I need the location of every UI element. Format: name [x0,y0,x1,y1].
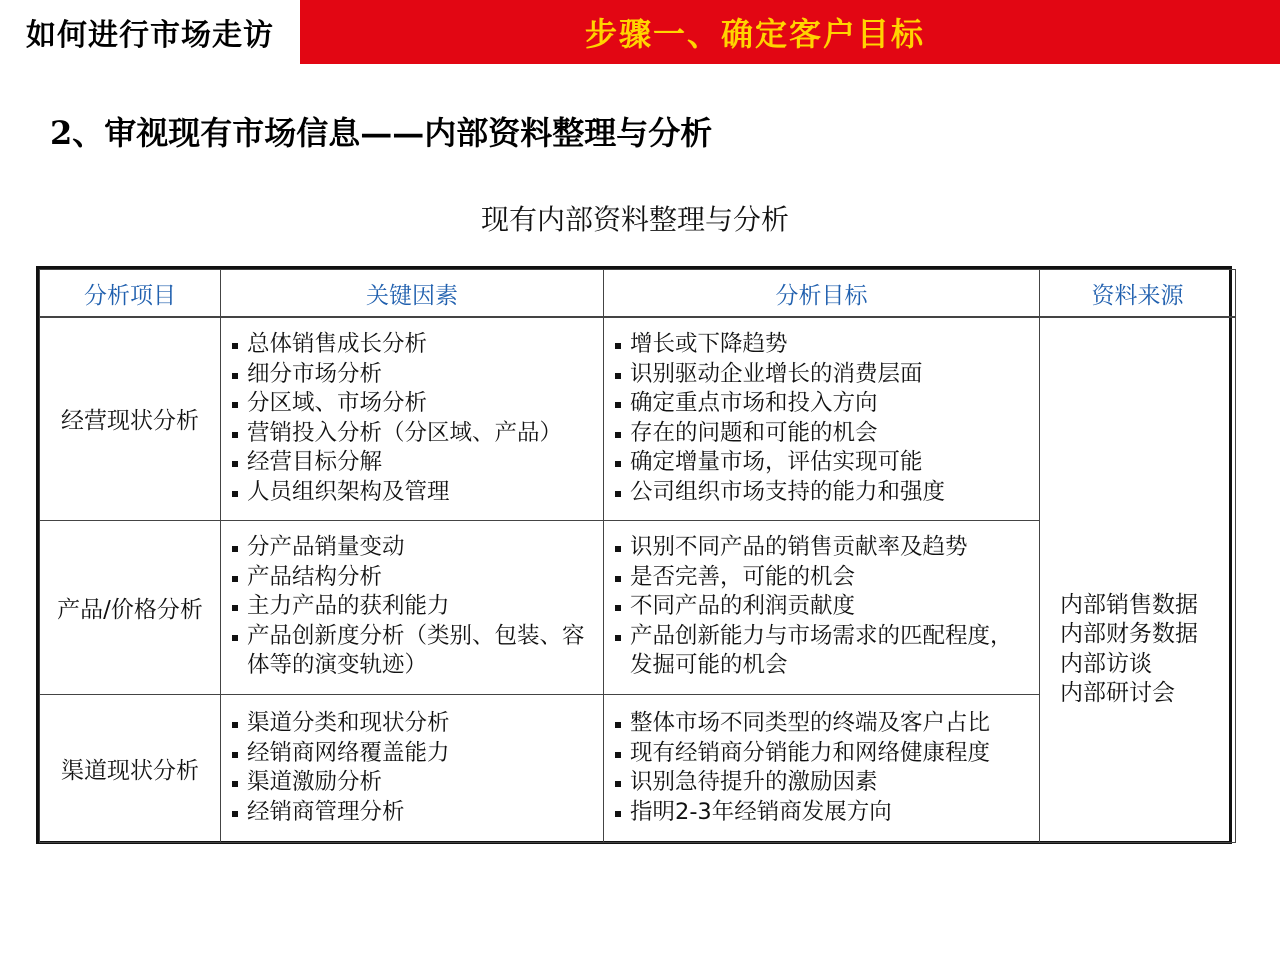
sources-cell [1040,317,1236,842]
source-item: 内部研讨会 [1060,680,1175,707]
goal-item: 现有经销商分销能力和网络健康程度 [614,739,1031,769]
factor-item: 渠道激励分析 [231,768,595,798]
factor-item: 产品结构分析 [231,563,595,593]
analysis-table [36,266,1232,844]
factor-item: 产品创新度分析（类别、包装、容体等的演变轨迹） [231,622,595,681]
factor-item: 细分市场分析 [231,360,595,390]
presentation-title: 如何进行市场走访 [26,18,274,53]
goals-cell [604,520,1040,694]
source-item: 内部访谈 [1060,650,1152,677]
goal-item: 公司组织市场支持的能力和强度 [614,478,1031,508]
factors-cell [221,694,604,842]
source-item: 内部销售数据 [1060,591,1198,618]
goal-item: 不同产品的利润贡献度 [614,592,1031,622]
table-header-row [40,270,1236,318]
goal-item: 是否完善，可能的机会 [614,563,1031,593]
factor-item: 总体销售成长分析 [231,330,595,360]
factor-item: 分区域、市场分析 [231,389,595,419]
goal-item: 识别驱动企业增长的消费层面 [614,360,1031,390]
goal-item: 确定重点市场和投入方向 [614,389,1031,419]
factor-item: 人员组织架构及管理 [231,478,595,508]
source-item: 内部财务数据 [1060,621,1198,648]
row-category: 产品/价格分析 [40,520,221,694]
table-caption: 现有内部资料整理与分析 [480,203,789,236]
factor-item: 经销商网络覆盖能力 [231,739,595,769]
goals-cell [604,317,1040,520]
goal-item: 存在的问题和可能的机会 [614,419,1031,449]
factor-item: 渠道分类和现状分析 [231,709,595,739]
factors-cell [221,317,604,520]
goal-item: 增长或下降趋势 [614,330,1031,360]
goal-item: 整体市场不同类型的终端及客户占比 [614,709,1031,739]
goals-cell [604,694,1040,842]
step-banner [300,0,1280,64]
goal-item: 指明2-3年经销商发展方向 [614,798,1031,828]
goal-item: 识别急待提升的激励因素 [614,768,1031,798]
goal-item: 识别不同产品的销售贡献率及趋势 [614,533,1031,563]
factor-item: 分产品销量变动 [231,533,595,563]
factor-item: 经销商管理分析 [231,798,595,828]
factor-item: 经营目标分解 [231,448,595,478]
factors-cell [221,520,604,694]
step-banner-title: 步骤一、确定客户目标 [584,15,925,53]
section-title: 2、审视现有市场信息——内部资料整理与分析 [50,114,713,152]
table-row [40,317,1236,520]
column-header: 关键因素 [221,270,604,318]
factor-item: 主力产品的获利能力 [231,592,595,622]
factor-item: 营销投入分析（分区域、产品） [231,419,595,449]
column-header: 分析项目 [40,270,221,318]
column-header: 分析目标 [604,270,1040,318]
goal-item: 确定增量市场，评估实现可能 [614,448,1031,478]
goal-item: 产品创新能力与市场需求的匹配程度，发掘可能的机会 [614,622,1031,681]
column-header: 资料来源 [1040,270,1236,318]
row-category: 渠道现状分析 [40,694,221,842]
row-category: 经营现状分析 [40,317,221,520]
